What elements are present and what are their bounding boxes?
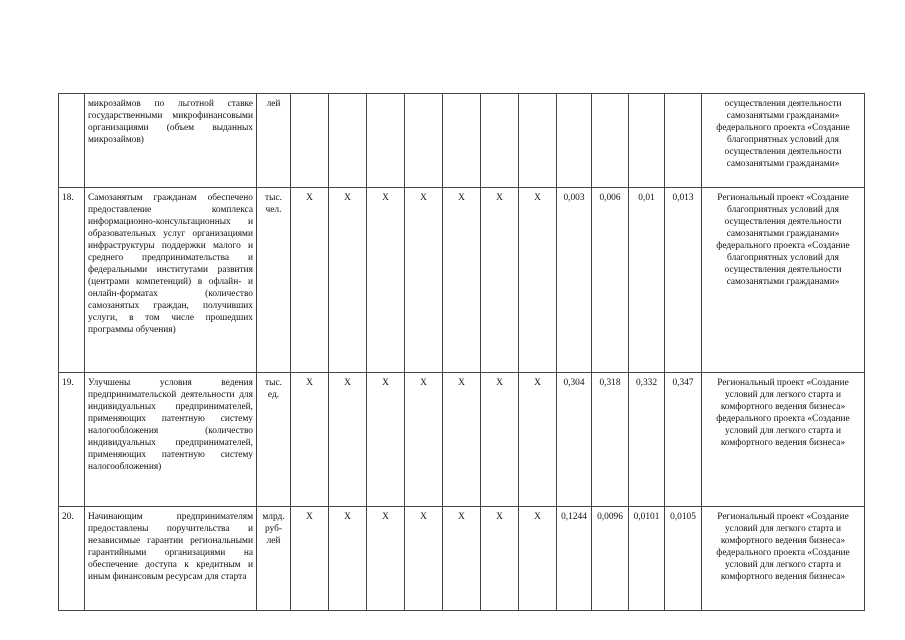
value-cell-text: X xyxy=(382,193,389,203)
unit-cell-text: лей xyxy=(266,99,281,109)
value-cell-text: 0,332 xyxy=(635,378,658,388)
row-number-cell-text: 18. xyxy=(62,193,74,203)
value-cell-text: X xyxy=(344,193,351,203)
row-number-cell xyxy=(59,373,85,507)
value-cell-text: X xyxy=(420,193,427,203)
value-cell xyxy=(519,373,557,507)
project-cell-text: Региональный проект «Создание условий для легкого старта и комфортного ведения бизнеса» федерального проекта «Создание условий для легкого старта и комфортного ведения бизнеса» xyxy=(716,378,850,448)
value-cell-text: X xyxy=(344,378,351,388)
value-cell-text: X xyxy=(420,512,427,522)
value-cell xyxy=(629,373,665,507)
value-cell-text: X xyxy=(496,378,503,388)
value-cell xyxy=(665,188,702,373)
value-cell-text: X xyxy=(534,193,541,203)
value-cell-text: X xyxy=(306,378,313,388)
indicators-table xyxy=(58,93,865,611)
value-cell xyxy=(443,94,481,188)
value-cell xyxy=(519,507,557,611)
project-cell-text: Региональный проект «Создание благоприятных условий для осуществления деятельности самозанятыми гражданами» федерального проекта «Создание благоприятных условий для осуществления деятельности самозанятыми гражданами» xyxy=(716,193,850,287)
unit-cell xyxy=(257,94,291,188)
value-cell xyxy=(519,188,557,373)
value-cell-text: X xyxy=(306,193,313,203)
value-cell xyxy=(291,373,329,507)
value-cell xyxy=(665,94,702,188)
value-cell-text: 0,318 xyxy=(599,378,621,388)
value-cell xyxy=(329,188,367,373)
indicator-description-cell xyxy=(85,373,257,507)
value-cell xyxy=(329,94,367,188)
project-cell-text: Региональный проект «Создание условий для легкого старта и комфортного ведения бизнеса» федерального проекта «Создание условий для легкого старта и комфортного ведения бизнеса» xyxy=(716,512,850,582)
indicator-description-cell-text: Улучшены условия ведения предпринимательской деятельности для индивидуальных предпринимателей, применяющих патентную систему налогообложения (количество индивидуальных предпринимателей, применяющих патентную систему налогообложения) xyxy=(88,378,253,472)
value-cell xyxy=(629,507,665,611)
value-cell-text: 0,304 xyxy=(563,378,585,388)
indicator-description-cell-text: Начинающим предпринимателям предоставлены поручительства и независимые гарантии региональными гарантийными организациями на обеспечение доступа к кредитным и иным финансовым ресурсам для старта xyxy=(88,512,253,582)
unit-cell xyxy=(257,188,291,373)
value-cell xyxy=(592,94,629,188)
value-cell xyxy=(291,94,329,188)
value-cell xyxy=(557,188,592,373)
value-cell-text: X xyxy=(496,512,503,522)
value-cell xyxy=(665,373,702,507)
value-cell xyxy=(405,507,443,611)
value-cell-text: X xyxy=(534,512,541,522)
value-cell xyxy=(557,373,592,507)
indicator-description-cell-text: микрозаймов по льготной ставке государственными микрофинансовыми организациями (объем выданных микрозаймов) xyxy=(88,99,253,145)
project-cell xyxy=(702,94,865,188)
table-row xyxy=(59,188,865,373)
row-number-cell-text: 20. xyxy=(62,512,74,522)
value-cell xyxy=(481,373,519,507)
value-cell-text: 0,003 xyxy=(563,193,585,203)
unit-cell-text: млрд. руб-лей xyxy=(262,512,285,546)
value-cell-text: 0,006 xyxy=(599,193,621,203)
value-cell xyxy=(443,373,481,507)
value-cell-text: 0,0101 xyxy=(633,512,660,522)
value-cell xyxy=(443,188,481,373)
value-cell-text: X xyxy=(496,193,503,203)
unit-cell-text: тыс. ед. xyxy=(265,378,282,400)
indicator-description-cell-text: Самозанятым гражданам обеспечено предоставление комплекса информационно-консультационных и образовательных услуг организациями инфраструктуры поддержки малого и среднего предпринимательства и федеральными институтами развития (центрами компетенций) в офлайн- и онлайн-форматах (количество самозанятых граждан, получивших услуги, в том числе прошедших программы обучения) xyxy=(88,193,253,335)
value-cell-text: X xyxy=(382,378,389,388)
value-cell xyxy=(291,188,329,373)
value-cell-text: 0,0105 xyxy=(670,512,696,522)
row-number-cell xyxy=(59,188,85,373)
value-cell xyxy=(519,94,557,188)
value-cell-text: X xyxy=(382,512,389,522)
value-cell xyxy=(592,188,629,373)
row-number-cell xyxy=(59,94,85,188)
value-cell-text: X xyxy=(306,512,313,522)
value-cell-text: X xyxy=(458,378,465,388)
indicator-description-cell xyxy=(85,94,257,188)
value-cell xyxy=(291,507,329,611)
value-cell-text: 0,01 xyxy=(638,193,655,203)
value-cell xyxy=(329,507,367,611)
value-cell xyxy=(592,373,629,507)
value-cell xyxy=(629,188,665,373)
value-cell-text: X xyxy=(458,512,465,522)
value-cell xyxy=(665,507,702,611)
indicator-description-cell xyxy=(85,507,257,611)
project-cell xyxy=(702,507,865,611)
value-cell xyxy=(367,373,405,507)
value-cell xyxy=(367,188,405,373)
value-cell-text: X xyxy=(458,193,465,203)
value-cell xyxy=(481,188,519,373)
table-row xyxy=(59,94,865,188)
value-cell xyxy=(481,94,519,188)
value-cell xyxy=(405,188,443,373)
value-cell-text: X xyxy=(534,378,541,388)
value-cell xyxy=(557,94,592,188)
indicator-description-cell xyxy=(85,188,257,373)
value-cell xyxy=(367,94,405,188)
project-cell xyxy=(702,373,865,507)
row-number-cell xyxy=(59,507,85,611)
project-cell xyxy=(702,188,865,373)
unit-cell xyxy=(257,373,291,507)
value-cell xyxy=(405,94,443,188)
value-cell xyxy=(629,94,665,188)
value-cell-text: 0,1244 xyxy=(561,512,587,522)
unit-cell-text: тыс. чел. xyxy=(265,193,282,215)
value-cell xyxy=(329,373,367,507)
table-row xyxy=(59,507,865,611)
value-cell xyxy=(405,373,443,507)
value-cell xyxy=(443,507,481,611)
value-cell-text: X xyxy=(420,378,427,388)
value-cell-text: 0,0096 xyxy=(597,512,623,522)
value-cell xyxy=(481,507,519,611)
value-cell-text: X xyxy=(344,512,351,522)
project-cell-text: осуществления деятельности самозанятыми гражданами» федерального проекта «Создание благоприятных условий для осуществления деятельности самозанятыми гражданами» xyxy=(716,99,850,169)
value-cell xyxy=(367,507,405,611)
value-cell-text: 0,347 xyxy=(672,378,694,388)
value-cell-text: 0,013 xyxy=(672,193,694,203)
value-cell xyxy=(592,507,629,611)
unit-cell xyxy=(257,507,291,611)
row-number-cell-text: 19. xyxy=(62,378,74,388)
value-cell xyxy=(557,507,592,611)
table-row xyxy=(59,373,865,507)
